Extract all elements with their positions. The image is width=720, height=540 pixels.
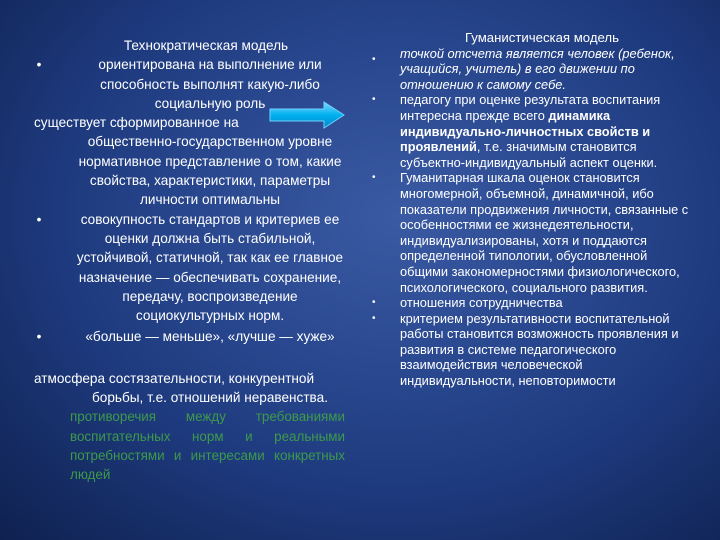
bullet-marker: • [372, 297, 376, 309]
bullet-marker: • [372, 172, 376, 184]
humanistic-model-column [372, 30, 698, 389]
humanistic-item-teacher-assessment-bold: динамика индивидуально-личностных свойств и проявлений [400, 107, 651, 155]
technocratic-normative-first-line: существует сформированное на [34, 115, 239, 131]
right-arrow-icon [268, 101, 346, 129]
humanistic-item-cooperation-text: отношения сотрудничества [400, 295, 563, 311]
humanistic-item-teacher-assessment [372, 92, 698, 170]
humanistic-model-title: Гуманистическая модель [464, 30, 620, 45]
bullet-marker: • [372, 94, 376, 106]
technocratic-competition-block [34, 369, 350, 408]
bullet-marker: • [36, 57, 42, 73]
technocratic-bullet-comparison-text: «больше — меньше», «лучше — хуже» [85, 329, 335, 345]
technocratic-model-title: Технократическая модель [123, 38, 289, 53]
technocratic-contradiction-text: противоречия между требованиями воспитательных норм и реальными потребностями и интересами конкретных людей [70, 409, 345, 483]
humanistic-item-cooperation [372, 295, 698, 311]
humanistic-item-teacher-assessment-start: педагогу при оценке результата воспитания интересна прежде всего [400, 92, 661, 123]
technocratic-normative-rest: общественно-государственном уровне нормативное представление о том, какие свойства, характеристики, параметры личности оптимальны [78, 134, 342, 208]
technocratic-bullet-standards-text: совокупность стандартов и критериев ее оценки должна быть стабильной, устойчивой, статичной, так как ее главное назначение — обеспечивать сохранение, передачу, воспроизведение социокультурных норм. [76, 211, 344, 324]
humanistic-item-criterion [372, 311, 698, 389]
humanistic-item-criterion-text: критерием результативности воспитательной работы становится возможность проявления и развития в системе педагогического взаимодействия человеческой индивидуальности, неповторимости [400, 310, 679, 389]
technocratic-competition-first-line: атмосфера состязательности, конкурентной [34, 370, 315, 386]
humanistic-item-scale [372, 170, 698, 295]
bullet-marker: • [372, 53, 376, 65]
technocratic-competition-rest: борьбы, т.е. отношений неравенства. [92, 390, 328, 406]
bullet-marker: • [36, 211, 42, 227]
technocratic-bullet-standards [34, 210, 350, 326]
humanistic-item-scale-text: Гуманитарная шкала оценок становится многомерной, объемной, динамичной, ибо показатели продвижения личности, связанные с особенностями ее жизнедеятельности, индивидуализированы, хотя и поддаются определенной типологии, обусловленной общими закономерностями физиологического, психологического, социального развития. [400, 170, 689, 295]
technocratic-bullet-role-text: ориентирована на выполнение или способность выполнят какую-либо социальную роль [98, 57, 322, 111]
technocratic-bullet-comparison [34, 327, 350, 346]
bullet-marker: • [36, 329, 42, 345]
humanistic-item-teacher-assessment-end: , т.е. значимым становится субъектно-индивидуальный аспект оценки. [400, 139, 658, 170]
humanistic-item-reference-point [372, 46, 698, 93]
bullet-marker: • [372, 312, 376, 324]
humanistic-item-reference-point-text: точкой отсчета является человек (ребенок, учащийся, учитель) в его движении по отношению к самому себе. [400, 45, 675, 92]
